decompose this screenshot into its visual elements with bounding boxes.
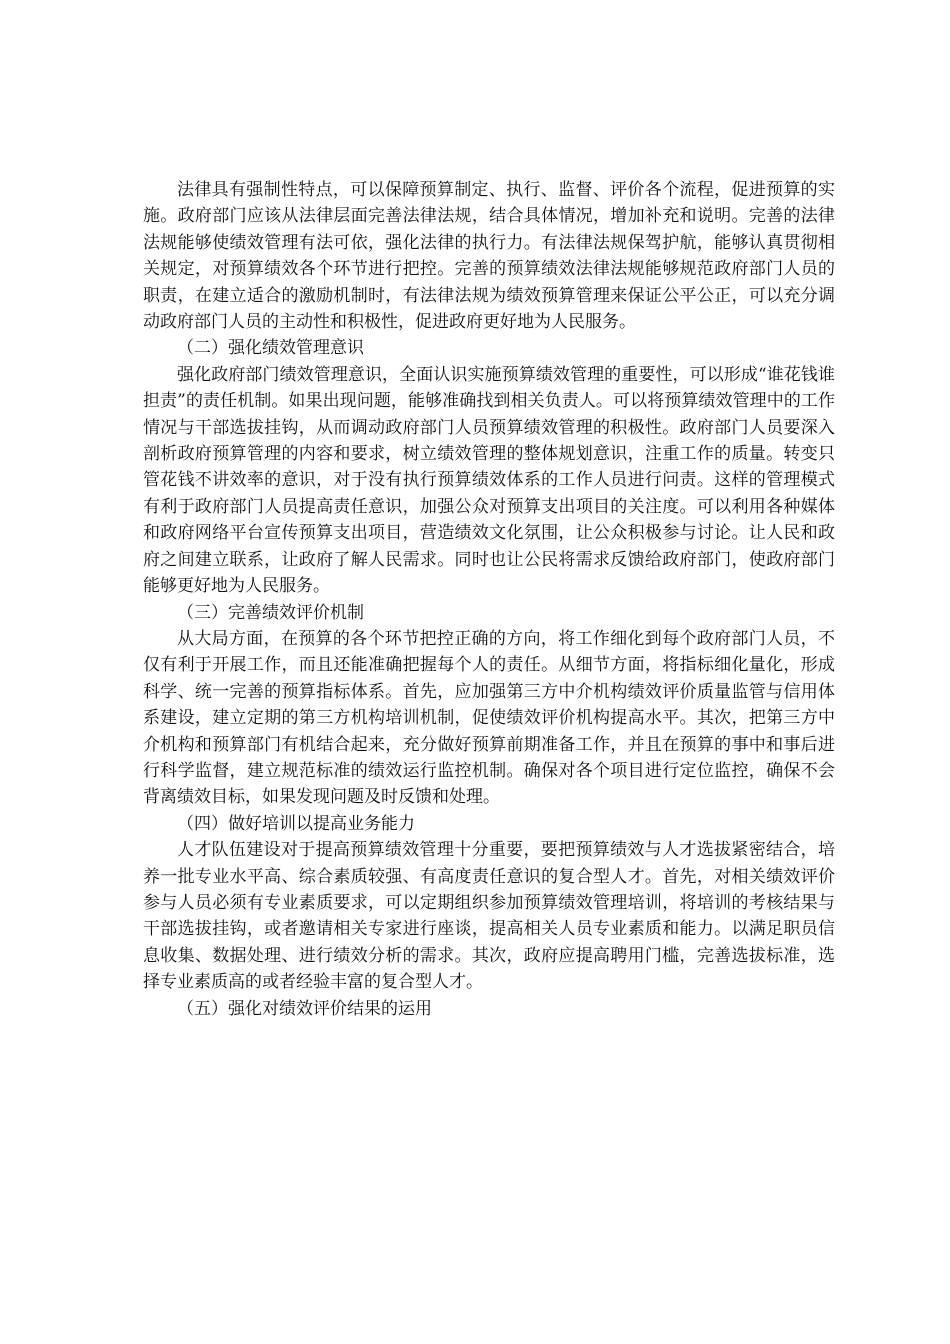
- paragraph-management-awareness: 强化政府部门绩效管理意识，全面认识实施预算绩效管理的重要性，可以形成“谁花钱谁担责”的责任机制。如果出现问题，能够准确找到相关负责人。可以将预算绩效管理中的工作情况与干部选拔挂钩，从而调动政府部门人员预算绩效管理的积极性。政府部门人员要深入剖析政府预算管理的内容和要求，树立绩效管理的整体规划意识，注重工作的质量。转变只管花钱不讲效率的意识，对于没有执行预算绩效体系的工作人员进行问责。这样的管理模式有利于政府部门人员提高责任意识，加强公众对预算支出项目的关注度。可以利用各种媒体和政府网络平台宣传预算支出项目，营造绩效文化氛围，让公众积极参与讨论。让人民和政府之间建立联系，让政府了解人民需求。同时也让公民将需求反馈给政府部门，使政府部门能够更好地为人民服务。: [143, 364, 835, 597]
- paragraph-evaluation-mechanism: 从大局方面，在预算的各个环节把控正确的方向，将工作细化到每个政府部门人员，不仅有利于开展工作，而且还能准确把握每个人的责任。从细节方面，将指标细化量化，形成科学、统一完善的预算指标体系。首先，应加强第三方中介机构绩效评价质量监管与信用体系建设，建立定期的第三方机构培训机制，促使绩效评价机构提高水平。其次，把第三方中介机构和预算部门有机结合起来，充分做好预算前期准备工作，并且在预算的事中和事后进行科学监督，建立规范标准的绩效运行监控机制。确保对各个项目进行定位监控，确保不会背离绩效目标，如果发现问题及时反馈和处理。: [143, 628, 835, 808]
- paragraph-training: 人才队伍建设对于提高预算绩效管理十分重要，要把预算绩效与人才选拔紧密结合，培养一批专业水平高、综合素质较强、有高度责任意识的复合型人才。首先，对相关绩效评价参与人员必须有专业素质要求，可以定期组织参加预算绩效管理培训，将培训的考核结果与干部选拔挂钩，或者邀请相关专家进行座谈，提高相关人员专业素质和能力。以满足职员信息收集、数据处理、进行绩效分析的需求。其次，政府应提高聘用门槛，完善选拔标准，选择专业素质高的或者经验丰富的复合型人才。: [143, 840, 835, 993]
- paragraph-legal-framework: 法律具有强制性特点，可以保障预算制定、执行、监督、评价各个流程，促进预算的实施。政府部门应该从法律层面完善法律法规，结合具体情况，增加补充和说明。完善的法律法规能够使绩效管理有法可依，强化法律的执行力。有法律法规保驾护航，能够认真贯彻相关规定，对预算绩效各个环节进行把控。完善的预算绩效法律法规能够规范政府部门人员的职责，在建立适合的激励机制时，有法律法规为绩效预算管理来保证公平公正，可以充分调动政府部门人员的主动性和积极性，促进政府更好地为人民服务。: [143, 180, 835, 333]
- section-heading-5: （五）强化对绩效评价结果的运用: [177, 998, 432, 1019]
- document-body: [143, 177, 835, 1022]
- section-heading-4: （四）做好培训以提高业务能力: [177, 813, 415, 834]
- section-heading-2: （二）强化绩效管理意识: [177, 338, 364, 359]
- section-heading-3: （三）完善绩效评价机制: [177, 602, 364, 623]
